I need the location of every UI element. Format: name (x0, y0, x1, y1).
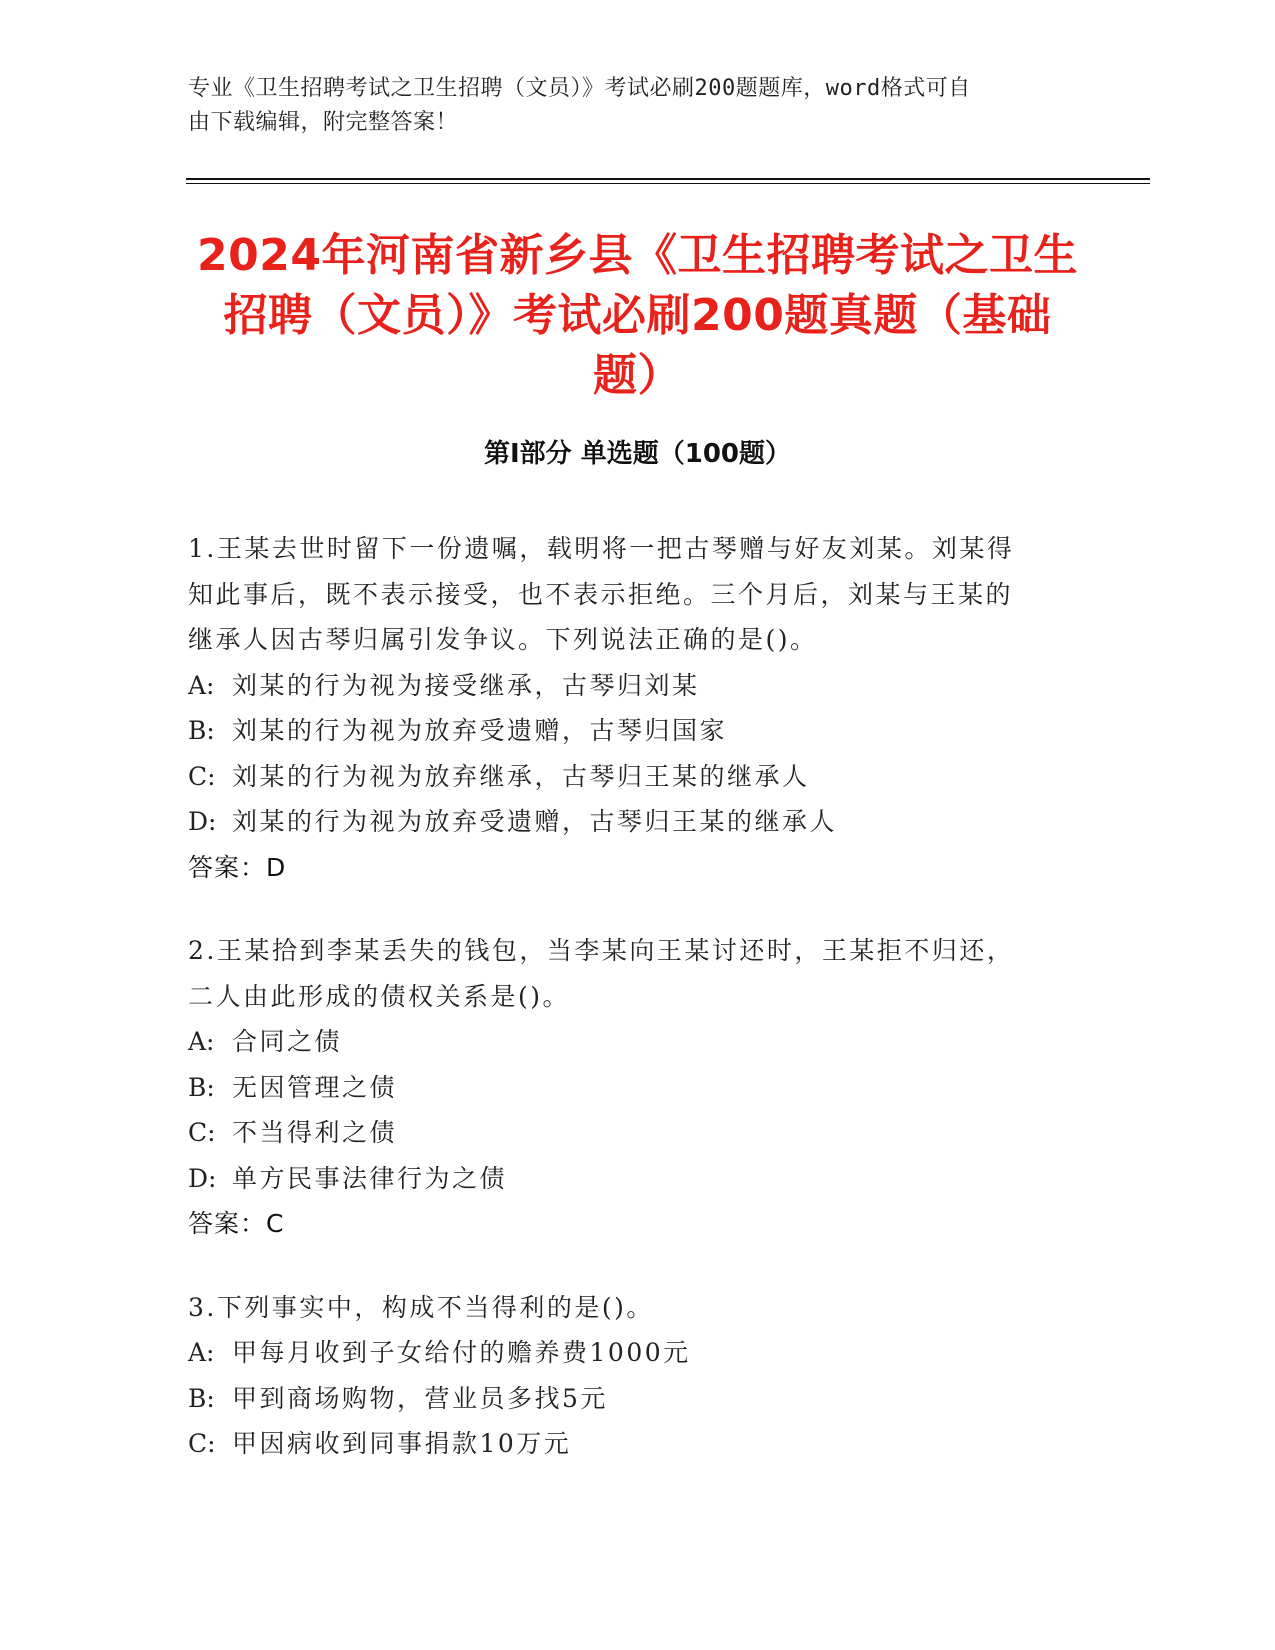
header-note-line-2: 由下载编辑，附完整答案！ (188, 110, 459, 135)
option-a (188, 663, 1088, 709)
header-rule-thick (186, 178, 1150, 180)
document-title-line-1: 2024年河南省新乡县《卫生招聘考试之卫生 (197, 230, 1078, 281)
option-c (188, 754, 1088, 800)
option-text: 刘某的行为视为放弃受遗赠，古琴归王某的继承人 (232, 807, 838, 836)
option-c (188, 1421, 1088, 1467)
question-stem-line: 3.下列事实中，构成不当得利的是()。 (188, 1292, 654, 1322)
option-text: 刘某的行为视为放弃受遗赠，古琴归国家 (232, 716, 728, 745)
option-d (188, 799, 1088, 845)
option-text: 甲因病收到同事捐款10万元 (232, 1429, 572, 1458)
option-text: 甲到商场购物，营业员多找5元 (232, 1383, 608, 1413)
option-key: D: (188, 1163, 217, 1193)
header-note (188, 72, 1088, 140)
option-key: D: (188, 807, 217, 836)
option-text: 合同之债 (232, 1027, 343, 1056)
option-text: 无因管理之债 (232, 1072, 398, 1102)
question-item (188, 928, 1088, 1247)
header-note-line-1: 专业《卫生招聘考试之卫生招聘（文员）》考试必刷200题题库，word格式可自 (188, 76, 971, 101)
document-title-line-3: 题） (593, 350, 682, 401)
option-key: A: (188, 1338, 215, 1367)
question-stem-line: 1.王某去世时留下一份遗嘱，载明将一把古琴赠与好友刘某。刘某得 (188, 534, 1015, 563)
header-rule-thin (186, 183, 1150, 184)
answer-line: 答案：D (188, 852, 287, 882)
option-text: 不当得利之债 (232, 1118, 398, 1147)
option-key: A: (188, 670, 215, 700)
option-b (188, 1376, 1088, 1422)
document-title-line-2: 招聘（文员）》考试必刷200题真题（基础 (223, 290, 1052, 341)
option-text: 单方民事法律行为之债 (232, 1163, 508, 1193)
option-text: 刘某的行为视为接受继承，古琴归刘某 (232, 670, 700, 700)
question-stem-line: 2.王某拾到李某丢失的钱包，当李某向王某讨还时，王某拒不归还， (188, 936, 1015, 965)
option-key: C: (188, 761, 216, 791)
answer-line: 答案：C (188, 1209, 285, 1238)
option-text: 甲每月收到子女给付的赡养费1000元 (232, 1338, 691, 1367)
question-item (188, 526, 1088, 890)
option-d (188, 1156, 1088, 1202)
section-title: 第Ⅰ部分 单选题（100题） (484, 439, 791, 469)
option-text: 刘某的行为视为放弃继承，古琴归王某的继承人 (232, 761, 810, 791)
question-stem-line: 继承人因古琴归属引发争议。下列说法正确的是()。 (188, 625, 818, 654)
option-key: B: (188, 1383, 215, 1413)
option-a (188, 1019, 1088, 1065)
question-item (188, 1285, 1088, 1467)
option-key: B: (188, 716, 215, 745)
option-a (188, 1330, 1088, 1376)
option-b (188, 708, 1088, 754)
option-c (188, 1110, 1088, 1156)
question-stem-line: 二人由此形成的债权关系是()。 (188, 981, 571, 1011)
question-stem-line: 知此事后，既不表示接受，也不表示拒绝。三个月后，刘某与王某的 (188, 579, 1014, 609)
question-list (188, 526, 1088, 1505)
option-key: B: (188, 1072, 215, 1102)
option-key: A: (188, 1027, 215, 1056)
document-title (186, 226, 1089, 406)
option-key: C: (188, 1429, 216, 1458)
option-b (188, 1065, 1088, 1111)
option-key: C: (188, 1118, 216, 1147)
